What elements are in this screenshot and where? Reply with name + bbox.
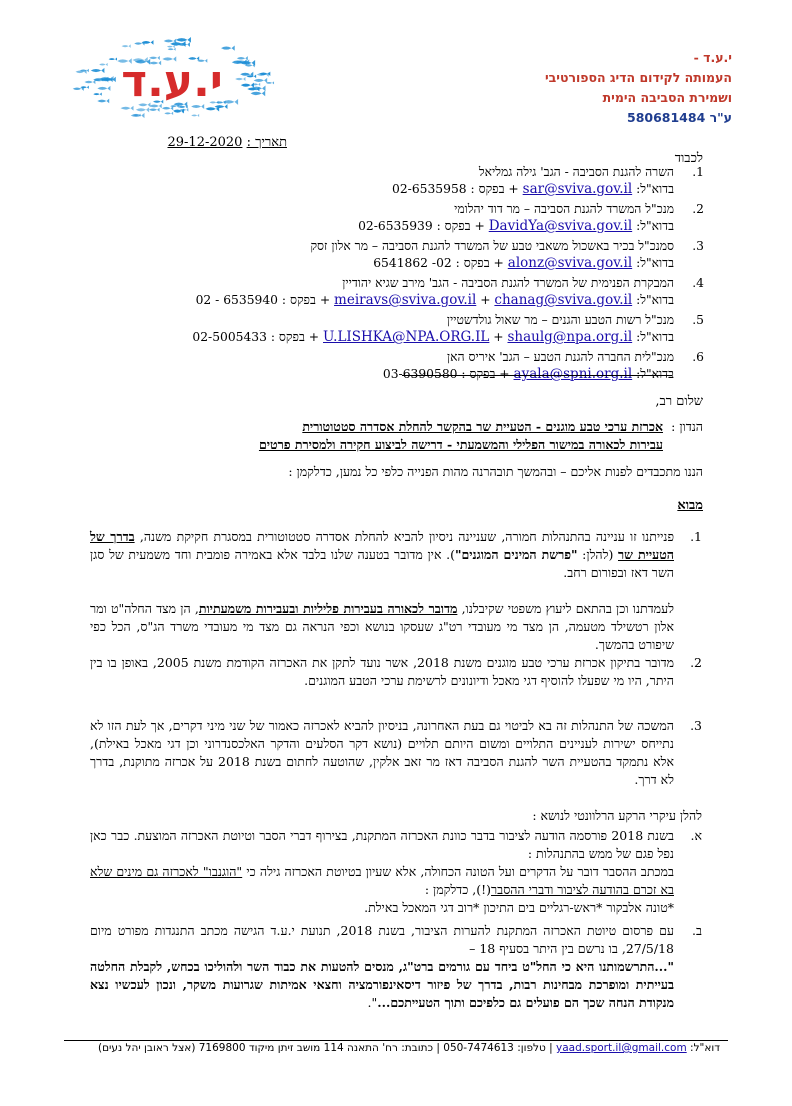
subject-line2: עבירות לכאורה במישור הפלילי והמשמעתי - דרישה לביצוע חקירה ולמסירת פרטים xyxy=(258,437,663,452)
greeting: שלום רב, xyxy=(655,394,703,409)
date-value: 29-12-2020 xyxy=(167,135,243,150)
divider xyxy=(402,375,672,376)
org-header xyxy=(545,48,732,128)
fish-icon xyxy=(97,86,110,91)
fish-icon xyxy=(237,56,248,60)
fish-icon xyxy=(167,45,175,48)
recipient-email[interactable]: U.LISHKA@NPA.ORG.IL xyxy=(323,329,490,345)
recipient-item: 2. מנכ"ל המשרד להגנת הסביבה – מר דוד יהלומי בדוא"ל: DavidYa@sviva.gov.il + בפקס : 02-6535939 xyxy=(358,202,704,234)
fish-icon xyxy=(80,86,88,89)
fish-icon xyxy=(168,48,176,51)
fish-icon xyxy=(109,57,117,60)
fish-icon xyxy=(93,93,101,96)
recipient-email[interactable]: meiravs@sviva.gov.il xyxy=(334,292,477,308)
footer-email-label: דוא"ל: xyxy=(690,1042,720,1054)
logo-text: י.ע.ד xyxy=(121,56,223,107)
recipient-item: 4. המבקרת הפנימית של המשרד להגנת הסביבה - הגב' מירב שגיא יהודיין בדוא"ל: meiravs@sviva.gov.il + chanag@sviva.gov.il + בפקס : 6535940 - 02 xyxy=(195,276,704,308)
recipient-item: 5. מנכ"ל רשות הטבע והגנים – מר שאול גולדשטיין בדוא"ל: U.LISHKA@NPA.ORG.IL + shaulg@npa.org.il + בפקס : 02-5005433 xyxy=(192,313,704,345)
fish-icon xyxy=(251,91,266,97)
section-heading: מבוא xyxy=(677,498,703,513)
fish-icon xyxy=(164,112,173,115)
fish-icon xyxy=(149,108,160,112)
subject-label: הנדון : xyxy=(671,419,703,434)
org-line2: ושמירת הסביבה הימית xyxy=(602,90,732,105)
fish-icon xyxy=(254,78,268,83)
fish-icon xyxy=(223,99,238,105)
footer xyxy=(70,1042,720,1054)
fish-icon xyxy=(191,114,199,117)
fish-icon xyxy=(241,83,254,88)
intro-text: הננו מתכבדים לפנות אליכם – ובהמשך תובהרנה מהות הפנייה כלפי כל נמען, כדלקמן : xyxy=(288,464,703,479)
fish-icon xyxy=(170,41,185,47)
date-label: תאריך : xyxy=(246,135,287,150)
org-name: י.ע.ד - xyxy=(693,50,732,65)
org-registration: ע"ר 580681484 xyxy=(627,110,732,125)
fish-icon xyxy=(91,68,105,73)
fish-icon xyxy=(84,80,95,84)
recipient-item: 6. מנכ"לית החברה להגנת הטבע – הגב' איריס האן בדוא"ל: ayala@spni.org.il + בפקס : 03-6390580 xyxy=(382,350,704,382)
paragraph-b: ב. עם פרסום טיוטת האכרזה המתקנת להערות הציבור, בשנת 2018, תנועת י.ע.ד הגישה מכתב התנגדות מפורט מיום 27/5/18, בו נרשם בין היתר בסעיף 18 – "...התרשמותנו היא כי החל"ט ביחד עם גורמים ברט"ג, מנסים להטעות את כבוד השר ולהוליכו בכחש, לקבלת החלטה בעייתית ומופרכת מבחינות רבות, בדרך של פיזור דיסאינפורמציה וחצאי אמיתות שגרועות משקר, ונכון לעכשיו נצא מנקודת הנחה שכך הם פועלים גם כלפיכם ותוך הטעייתכם...". xyxy=(90,923,702,1010)
paragraph-3: 3. המשכה של התנהלות זה בא לביטוי גם בעת האחרונה, בניסיון להביא לאכרזה כאמור של שני מיני דקרים, אך לעת הזו לא נתייחס ישירות לעניינים התלויים ומשום היותם תלויים (נושא דקר הסלעים והדקר האלכסנדרוני וכן דגי מאכל באילת), אלא נתמקד בהטעיית השר להגנת הסביבה דאז מר זאב אלקין, שהוטעה לחתום בשנת 2018 על אכרזה מתוקנת, בדרך לא דרך. להלן עיקרי הרקע הרלוונטי לנושא : xyxy=(90,718,702,823)
org-line1: העמותה לקידום הדיג הספורטיבי xyxy=(544,70,732,85)
fish-icon xyxy=(131,113,145,118)
footer-divider xyxy=(64,1040,728,1041)
paragraph-2: 2. מדובר בתיקון אכרזת ערכי טבע מוגנים משנת 2018, אשר נועד לתקן את האכרזה הקודמת משנת 2005, באופן בו בין היתר, היו מי שפעלו להוסיף דגי מאכל ודיונונים לרשימת ערכי הטבע המוגנים. xyxy=(90,655,702,688)
recipient-email[interactable]: ayala@spni.org.il xyxy=(513,366,633,382)
fish-icon xyxy=(136,107,149,112)
fish-icon xyxy=(99,63,108,66)
fish-icon xyxy=(235,77,245,81)
recipient-email[interactable]: alonz@sviva.gov.il xyxy=(507,255,633,271)
footer-phone: | טלפון: 050-7474613 xyxy=(443,1042,553,1054)
fish-icon xyxy=(176,37,191,43)
recipient-email[interactable]: DavidYa@sviva.gov.il xyxy=(488,218,633,234)
recipient-item: 3. סמנכ"ל בכיר באשכול משאבי טבע של המשרד להגנת הסביבה – מר אלון זסק בדוא"ל: alonz@sviva.gov.il + בפקס : 02- 6541862 xyxy=(310,239,704,271)
paragraph-1: 1. פנייתנו זו עניינה בהתנהלות חמורה, שעניינה ניסיון להביא להחלת אסדרה סטטוטורית במסגרת חקיקת משנה, בדרך של הטעיית שר (להלן: "פרשת המינים המוגנים"). אין מדובר בטענה שלנו בלבד אלא באמירה פומבית וחד משמעית של סגן השר דאז ובפורום רחב. לעמדתנו וכן בהתאם ליעוץ משפטי שקיבלנו, מדובר לכאורה בעבירות פליליות ובעבירות משמעתיות, הן מצד החלה"ט ומר אלון רטשילד מטעמה, הן מצד מי מעובדי רט"ג שעסקו בנושא וכפי הנראה גם מצד מי מעובדי משרד הג"ס, הכל כפי שיפורט בהמשך. xyxy=(90,529,702,652)
to-label: לכבוד xyxy=(674,151,703,166)
fish-icon xyxy=(122,44,131,48)
recipient-item: 1. השרה להגנת הסביבה - הגב' גילה גמליאל בדוא"ל: sar@sviva.gov.il + בפקס : 02-6535958 xyxy=(392,165,704,197)
letter-date xyxy=(167,134,287,150)
recipient-email[interactable]: sar@sviva.gov.il xyxy=(522,181,633,197)
recipient-email-2[interactable]: chanag@sviva.gov.il xyxy=(494,292,633,308)
footer-address: | כתובת: רח' התאנה 114 מושב זיתן מיקוד 7169800 (אצל ראובן יהל נעים) xyxy=(97,1042,440,1054)
fish-icon xyxy=(97,99,109,104)
paragraph-a: א. בשנת 2018 פורסמה הודעה לציבור בדבר כוונת האכרזה המתקנת, בצירוף דברי הסבר וטיוטת האכרזה המוצעת. כבר כאן נפל פגם של ממש בהתנהלות : במכתב ההסבר דובר על הדקרים ועל הטונה הכחולה, אלא שעיון בטיוטת האכרזה גילה כי "הוגנבו" לאכרזה גם מינים שלא בא זכרם בהודעה לציבור ודברי ההסבר(!), כדלקמן : *טונה אלבקור *ראש-רגליים בים התיכון *רוב דגי המאכל באילת. xyxy=(90,828,702,915)
subject-block xyxy=(93,418,703,454)
footer-email[interactable]: yaad.sport.il@gmail.com xyxy=(556,1042,687,1054)
recipient-list xyxy=(104,164,704,383)
yaad-logo xyxy=(66,34,278,124)
fish-icon xyxy=(221,45,235,50)
recipient-email-2[interactable]: shaulg@npa.org.il xyxy=(507,329,633,345)
subject-line1: אכרזת ערכי טבע מוגנים - הטעיית שר בהקשר להחלת אסדרה סטטוטורית xyxy=(302,419,663,434)
